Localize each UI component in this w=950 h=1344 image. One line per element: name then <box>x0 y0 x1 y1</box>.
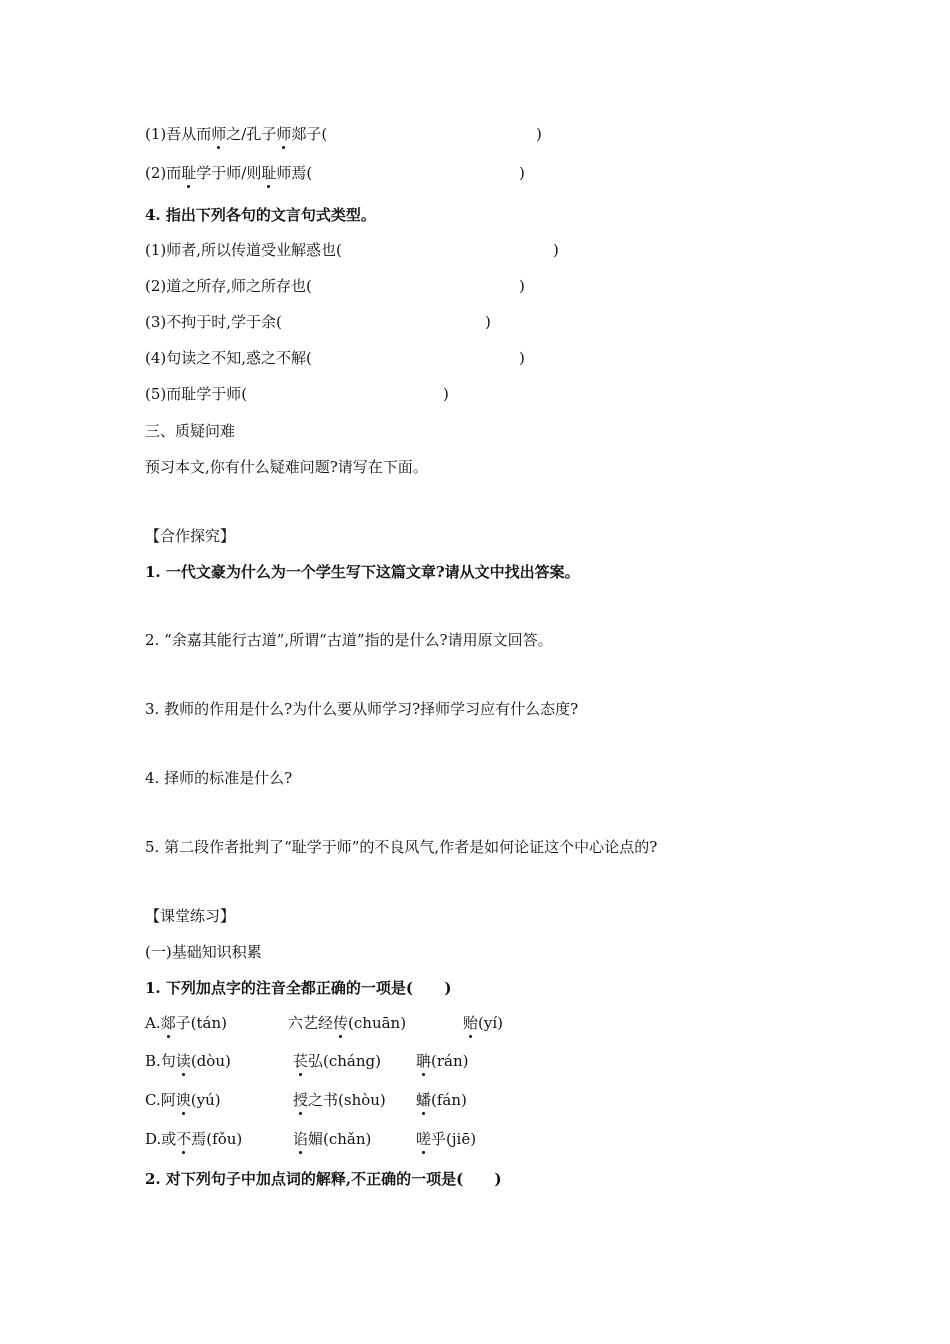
dotted-char: 谀 <box>175 1091 191 1109</box>
dotted-char: 传 <box>333 1014 349 1032</box>
ketang-heading: 【课堂练习】 <box>145 907 236 925</box>
q4-item-2: (2)道之所存,师之所存也( <box>145 277 312 295</box>
q4-item-4-close: ) <box>519 349 525 367</box>
dotted-char: 耻 <box>261 164 277 182</box>
q4-item-3-close: ) <box>485 313 491 331</box>
hezuo-question-4: 4. 择师的标准是什么? <box>145 769 293 787</box>
hezuo-question-2: 2. “余嘉其能行古道”,所谓“古道”指的是什么?请用原文回答。 <box>145 631 553 649</box>
dotted-char: 读 <box>175 1052 191 1070</box>
q4-item-3: (3)不拘于时,学于余( <box>145 313 282 331</box>
hezuo-question-3: 3. 教师的作用是什么?为什么要从师学习?择师学习应有什么态度? <box>145 700 579 718</box>
q4-item-2-close: ) <box>519 277 525 295</box>
dotted-char: 师 <box>276 125 292 143</box>
q3-item-1-close: ) <box>536 125 542 143</box>
ketang-question-1: 1. 下列加点字的注音全都正确的一项是( ) <box>145 979 452 997</box>
dotted-char: 授 <box>293 1091 309 1109</box>
hezuo-question-5: 5. 第二段作者批判了“耻学于师”的不良风气,作者是如何论证这个中心论点的? <box>145 838 658 856</box>
dotted-char: 聃 <box>416 1052 432 1070</box>
section-prompt: 预习本文,你有什么疑难问题?请写在下面。 <box>145 458 428 476</box>
dotted-char: 师 <box>211 125 227 143</box>
dotted-char: 不 <box>176 1130 192 1148</box>
q4-item-4: (4)句读之不知,惑之不解( <box>145 349 312 367</box>
dotted-char: 嗟 <box>416 1130 432 1148</box>
q3-item-2-close: ) <box>519 164 525 182</box>
dotted-char: 郯 <box>160 1014 176 1032</box>
q4-item-5-close: ) <box>443 385 449 403</box>
ketang-question-2: 2. 对下列句子中加点词的解释,不正确的一项是( ) <box>145 1170 502 1188</box>
section-heading: 三、质疑问难 <box>145 422 236 440</box>
dotted-char: 耻 <box>181 164 197 182</box>
hezuo-heading: 【合作探究】 <box>145 527 236 545</box>
q4-item-1-close: ) <box>553 241 559 259</box>
hezuo-question-1: 1. 一代文豪为什么为一个学生写下这篇文章?请从文中找出答案。 <box>145 563 580 581</box>
q3-item-1: (1)吾从而师之/孔子师郯子( <box>145 125 328 143</box>
dotted-char: 苌 <box>293 1052 309 1070</box>
q4-title: 4. 指出下列各句的文言句式类型。 <box>145 206 376 224</box>
q4-item-5: (5)而耻学于师( <box>145 385 248 403</box>
dotted-char: 蟠 <box>416 1091 432 1109</box>
dotted-char: 贻 <box>463 1014 479 1032</box>
q3-item-2: (2)而耻学于师/则耻师焉( <box>145 164 313 182</box>
ketang-subheading: (一)基础知识积累 <box>145 943 262 961</box>
dotted-char: 谄 <box>293 1130 309 1148</box>
q4-item-1: (1)师者,所以传道受业解惑也( <box>145 241 342 259</box>
